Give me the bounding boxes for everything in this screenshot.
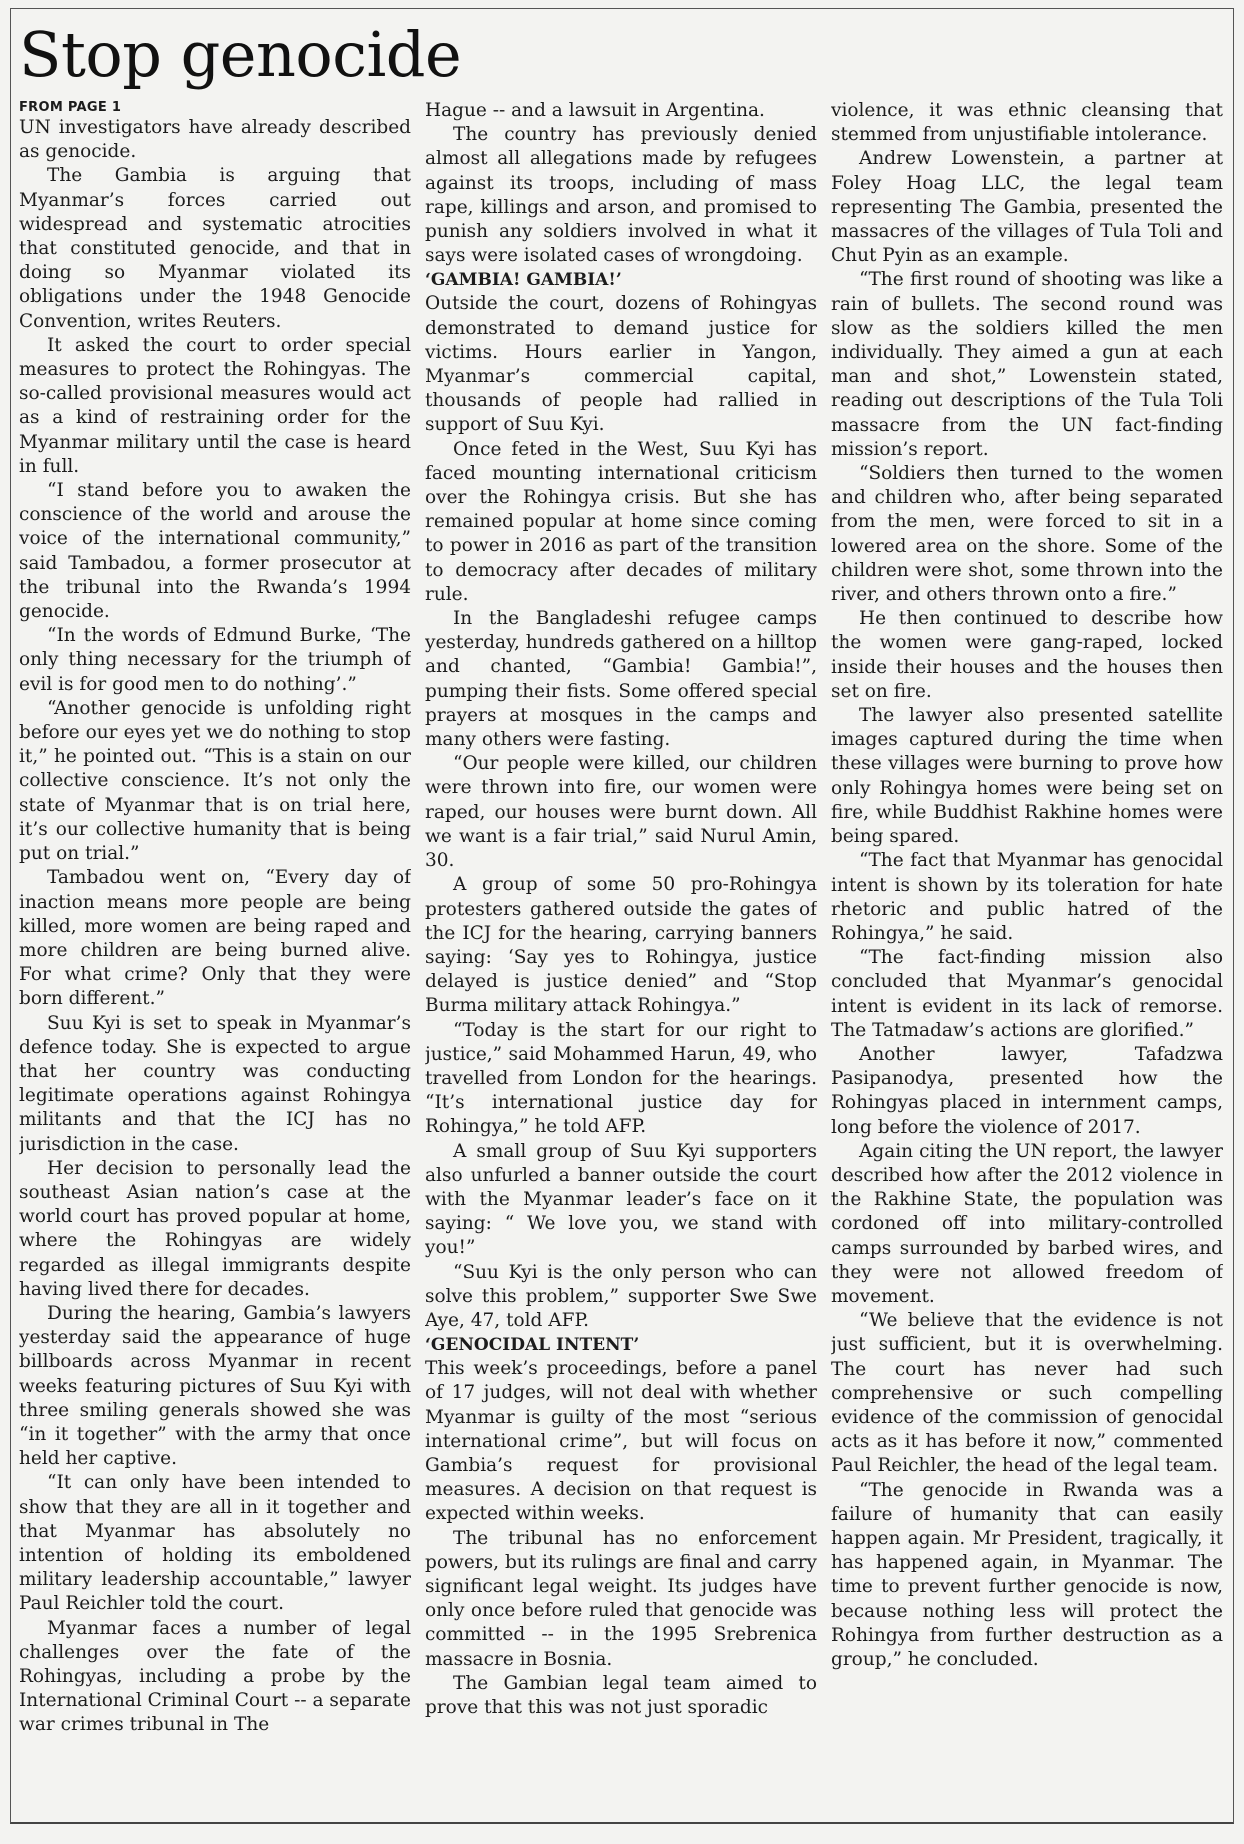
newspaper-clipping	[10, 8, 1234, 1824]
paragraph: “The fact-finding mission also concluded that Myanmar’s genocidal intent is evident in its lack of remorse. The Tatmadaw’s actions are glorified.”	[831, 947, 1223, 1041]
kicker: FROM PAGE 1	[19, 100, 122, 115]
headline: Stop genocide	[19, 18, 462, 91]
paragraph: “I stand before you to awaken the conscience of the world and arouse the voice of the international community,” said Tambadou, a former prosecutor at the tribunal into the Rwanda’s 1994 genocide.	[19, 480, 411, 623]
paragraph: “Another genocide is unfolding right before our eyes yet we do nothing to stop it,” he pointed out. “This is a stain on our collective conscience. It’s not only the state of Myanmar that is on trial here, it’s our collective humanity that is being put on trial.”	[19, 697, 411, 865]
paragraph: In the Bangladeshi refugee camps yesterday, hundreds gathered on a hilltop and chanted, “Gambia! Gambia!”, pumping their fists. Some offered special prayers at mosques in the camps and many others were fasting.	[425, 608, 817, 751]
paragraph: The tribunal has no enforcement powers, but its rulings are final and carry significant legal weight. Its judges have only once before ruled that genocide was committed -- in the 1995 Srebrenica massacre in Bosnia.	[425, 1527, 817, 1670]
paragraph: Her decision to personally lead the southeast Asian nation’s case at the world court has proved popular at home, where the Rohingyas are widely regarded as illegal immigrants despite having lived there for decades.	[19, 1157, 411, 1300]
article-columns	[19, 99, 1223, 1816]
paragraph: The lawyer also presented satellite images captured during the time when these villages were burning to prove how only Rohingya homes were being set on fire, while Buddhist Rakhine homes were being spared.	[831, 705, 1223, 848]
paragraph: Once feted in the West, Suu Kyi has faced mounting international criticism over the Rohingya crisis. But she has remained popular at home since coming to power in 2016 as part of the transition to democracy after decades of military rule.	[425, 438, 817, 605]
paragraph: He then continued to describe how the women were gang-raped, locked inside their houses and the houses then set on fire.	[831, 608, 1223, 702]
paragraph: It asked the court to order special measures to protect the Rohingyas. The so-called provisional measures would act as a kind of restraining order for the Myanmar military until the case is heard in full.	[19, 334, 411, 477]
paragraph: Again citing the UN report, the lawyer described how after the 2012 violence in the Rakhine State, the population was cordoned off into military-controlled camps surrounded by barbed wires, and they were not allowed freedom of movement.	[831, 1140, 1223, 1307]
subheading: ‘GAMBIA! GAMBIA!’	[425, 270, 622, 291]
paragraph: The Gambian legal team aimed to prove that this was not just sporadic	[425, 1672, 817, 1718]
paragraph: Tambadou went on, “Every day of inaction means more people are being killed, more women are being raped and more children are being burned alive. For what crime? Only that they were born different.”	[19, 867, 411, 1010]
paragraph: “Soldiers then turned to the women and children who, after being separated from the men, were forced to sit in a lowered area on the shore. Some of the children were shot, some thrown into the river, and others thrown onto a fire.”	[831, 463, 1223, 606]
column-3	[831, 99, 1223, 1816]
paragraph: “The first round of shooting was like a rain of bullets. The second round was slow as the soldiers killed the men individually. They aimed a gun at each man and shot,” Lowenstein stated, reading out descriptions of the Tula Toli massacre from the UN fact-finding mission’s report.	[831, 269, 1223, 460]
paragraph: “Today is the start for our right to justice,” said Mohammed Harun, 49, who travelled from London for the hearings. “It’s international justice day for Rohingya,” he told AFP.	[425, 1019, 817, 1138]
paragraph: A group of some 50 pro-Rohingya protesters gathered outside the gates of the ICJ for the hearing, carrying banners saying: ‘Say yes to Rohingya, justice delayed is justice denied” and “Stop Burma military attack Rohingya.”	[425, 874, 817, 1017]
paragraph: violence, it was ethnic cleansing that stemmed from unjustifiable intolerance.	[831, 100, 1223, 146]
paragraph: UN investigators have already described as genocide.	[19, 117, 411, 163]
paragraph: Another lawyer, Tafadzwa Pasipanodya, presented how the Rohingyas placed in internment camps, long before the violence of 2017.	[831, 1043, 1223, 1138]
paragraph: The Gambia is arguing that Myanmar’s forces carried out widespread and systematic atrocities that constituted genocide, and that in doing so Myanmar violated its obligations under the 1948 Genocide Convention, writes Reuters.	[19, 165, 411, 332]
column-1	[19, 99, 411, 1816]
paragraph: Myanmar faces a number of legal challenges over the fate of the Rohingyas, including a probe by the International Criminal Court -- a separate war crimes tribunal in The	[19, 1617, 411, 1736]
paragraph: “We believe that the evidence is not just sufficient, but it is overwhelming. The court has never had such comprehensive or such compelling evidence of the commission of genocidal acts as it has before it now,” commented Paul Reichler, the head of the legal team.	[831, 1310, 1223, 1477]
paragraph: Andrew Lowenstein, a partner at Foley Hoag LLC, the legal team representing The Gambia, presented the massacres of the villages of Tula Toli and Chut Pyin as an example.	[831, 148, 1223, 267]
paragraph: Suu Kyi is set to speak in Myanmar’s defence today. She is expected to argue that her country was conducting legitimate operations against Rohingya militants and that the ICJ has no jurisdiction in the case.	[19, 1012, 411, 1155]
paragraph: A small group of Suu Kyi supporters also unfurled a banner outside the court with the Myanmar leader’s face on it saying: “ We love you, we stand with you!”	[425, 1140, 817, 1259]
paragraph: This week’s proceedings, before a panel of 17 judges, will not deal with whether Myanmar is guilty of the most “serious international crime”, but will focus on Gambia’s request for provisional measures. A decision on that request is expected within weeks.	[425, 1358, 817, 1525]
paragraph: “Our people were killed, our children were thrown into fire, our women were raped, our houses were burnt down. All we want is a fair trial,” said Nurul Amin, 30.	[425, 753, 817, 872]
paragraph: During the hearing, Gambia’s lawyers yesterday said the appearance of huge billboards across Myanmar in recent weeks featuring pictures of Suu Kyi with three smiling generals showed she was “in it together” with the army that once held her captive.	[19, 1302, 411, 1470]
paragraph: “It can only have been intended to show that they are all in it together and that Myanmar has absolutely no intention of holding its emboldened military leadership accountable,” lawyer Paul Reichler told the court.	[19, 1472, 411, 1615]
paragraph: “Suu Kyi is the only person who can solve this problem,” supporter Swe Swe Aye, 47, told AFP.	[425, 1261, 817, 1331]
paragraph: Outside the court, dozens of Rohingyas demonstrated to demand justice for victims. Hours earlier in Yangon, Myanmar’s commercial capital, thousands of people had rallied in support of Suu Kyi.	[425, 293, 817, 436]
subheading: ‘GENOCIDAL INTENT’	[425, 1335, 640, 1356]
paragraph: The country has previously denied almost all allegations made by refugees against its troops, including of mass rape, killings and arson, and promised to punish any soldiers involved in what it says were isolated cases of wrongdoing.	[425, 124, 817, 267]
column-2	[425, 99, 817, 1816]
paragraph: Hague -- and a lawsuit in Argentina.	[425, 100, 765, 121]
paragraph: “In the words of Edmund Burke, ‘The only thing necessary for the triumph of evil is for good men to do nothing’.”	[19, 625, 411, 695]
paragraph: “The fact that Myanmar has genocidal intent is shown by its toleration for hate rhetoric and public hatred of the Rohingya,” he said.	[831, 850, 1223, 944]
paragraph: “The genocide in Rwanda was a failure of humanity that can easily happen again. Mr President, tragically, it has happened again, in Myanmar. The time to prevent further genocide is now, because nothing less will protect the Rohingya from further destruction as a group,” he concluded.	[831, 1479, 1223, 1670]
